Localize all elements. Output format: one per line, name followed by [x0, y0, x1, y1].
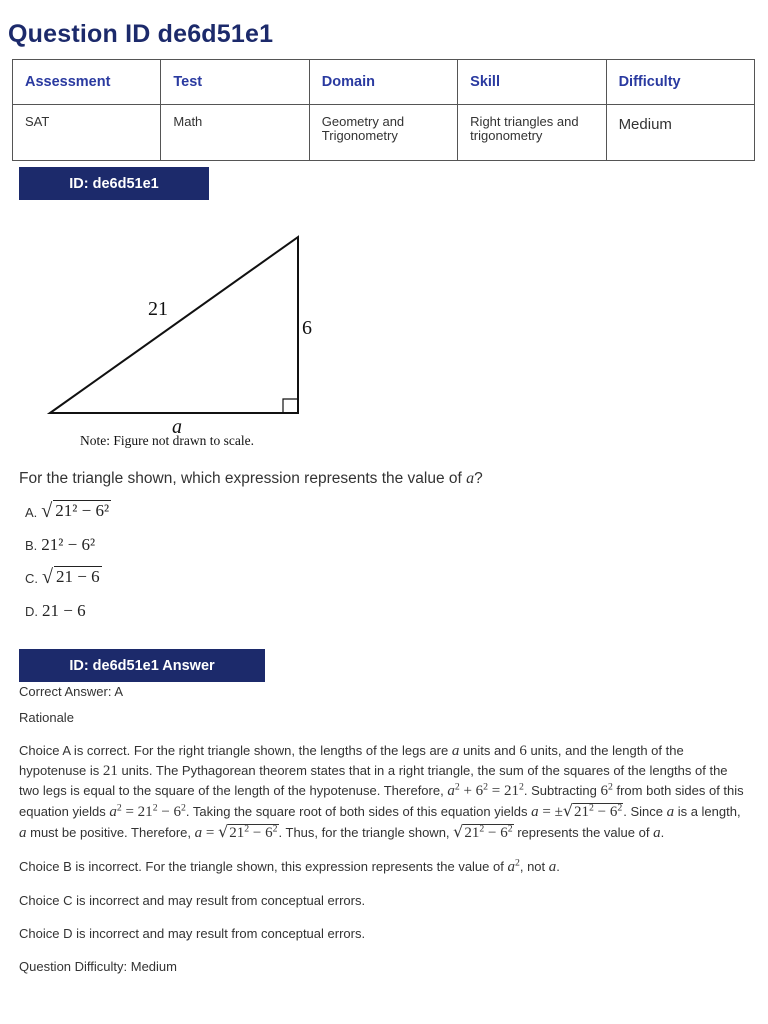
rationale-body [19, 741, 749, 976]
meta-value-test: Math [161, 105, 309, 161]
choice-a-expression [41, 500, 111, 521]
choice-b[interactable] [25, 535, 95, 555]
correct-answer: Correct Answer: A [19, 684, 124, 699]
choice-a-letter: A. [25, 504, 38, 520]
radical-icon: √ [42, 565, 53, 588]
question-difficulty: Question Difficulty: Medium [19, 959, 177, 974]
choice-b-letter: B. [25, 538, 38, 553]
stem-suffix: ? [474, 470, 483, 487]
choice-d[interactable] [25, 601, 86, 621]
base-label: a [172, 416, 182, 438]
figure-note: Note: Figure not drawn to scale. [80, 433, 254, 448]
meta-header-domain: Domain [309, 60, 457, 105]
right-angle-marker [283, 399, 298, 413]
choice-c-expression [42, 566, 102, 587]
meta-header-row [13, 60, 755, 105]
rationale-choice-b: Choice B is incorrect. For the triangle shown, this expression represents the value of $a^2$, not a. [19, 857, 560, 875]
radical-icon: √ [41, 499, 53, 522]
triangle-shape [50, 237, 298, 413]
choice-d-letter: D. [25, 604, 38, 619]
meta-header-test: Test [161, 60, 309, 105]
choice-a[interactable] [25, 500, 111, 521]
question-id-banner: ID: de6d51e1 [19, 167, 209, 200]
choice-c-radicand: 21 − 6 [55, 567, 100, 586]
leg-label: 6 [302, 317, 312, 339]
choice-d-expression: 21 − 6 [42, 601, 86, 620]
meta-value-difficulty: Medium [606, 105, 754, 161]
choice-a-radicand: 21² − 6² [55, 501, 110, 520]
choice-b-expression: 21² − 6² [41, 535, 96, 554]
answer-id-banner: ID: de6d51e1 Answer [19, 649, 265, 682]
stem-variable: a [466, 470, 475, 487]
question-meta-table [12, 59, 755, 161]
rationale-heading: Rationale [19, 710, 74, 725]
meta-header-difficulty: Difficulty [606, 60, 754, 105]
rationale-choice-c: Choice C is incorrect and may result from conceptual errors. [19, 893, 366, 908]
meta-value-assessment: SAT [13, 105, 161, 161]
choice-c-letter: C. [25, 570, 38, 586]
choice-c[interactable] [25, 566, 102, 587]
stem-prefix: For the triangle shown, which expression represents the value of [19, 470, 467, 487]
meta-value-row [13, 105, 755, 161]
meta-value-skill: Right triangles and trigonometry [458, 105, 606, 161]
hypotenuse-label: 21 [148, 298, 168, 320]
meta-header-assessment: Assessment [13, 60, 161, 105]
meta-header-skill: Skill [458, 60, 606, 105]
rationale-choice-d: Choice D is incorrect and may result from conceptual errors. [19, 926, 366, 941]
triangle-figure [30, 225, 330, 455]
rationale-choice-a: Choice A is correct. For the right triangle shown, the lengths of the legs are a units and 6 units, and the length of the hypotenuse is 21 units. The Pythagorean theorem states that in a right triangle, the sum of the squares of the lengths of the two legs is equal to the square of the length of the hypotenuse. Therefore, $a^2 + 6^2 = 21^2$. Subtracting $6^2$ from both sides of this equation yields $a^2 = 21^2 - 6^2$. Taking the square root of both sides of this equation yields $a = \pm√21^2 - 6^2$. Since a is a length, a must be positive. Therefore, $a = √21^2 - 6^2$. Thus, for the triangle shown, $√21^2 - 6^2$ represents the value of a. [19, 743, 744, 841]
page-title: Question ID de6d51e1 [8, 20, 274, 48]
meta-value-domain: Geometry and Trigonometry [309, 105, 457, 161]
question-stem [19, 470, 483, 488]
